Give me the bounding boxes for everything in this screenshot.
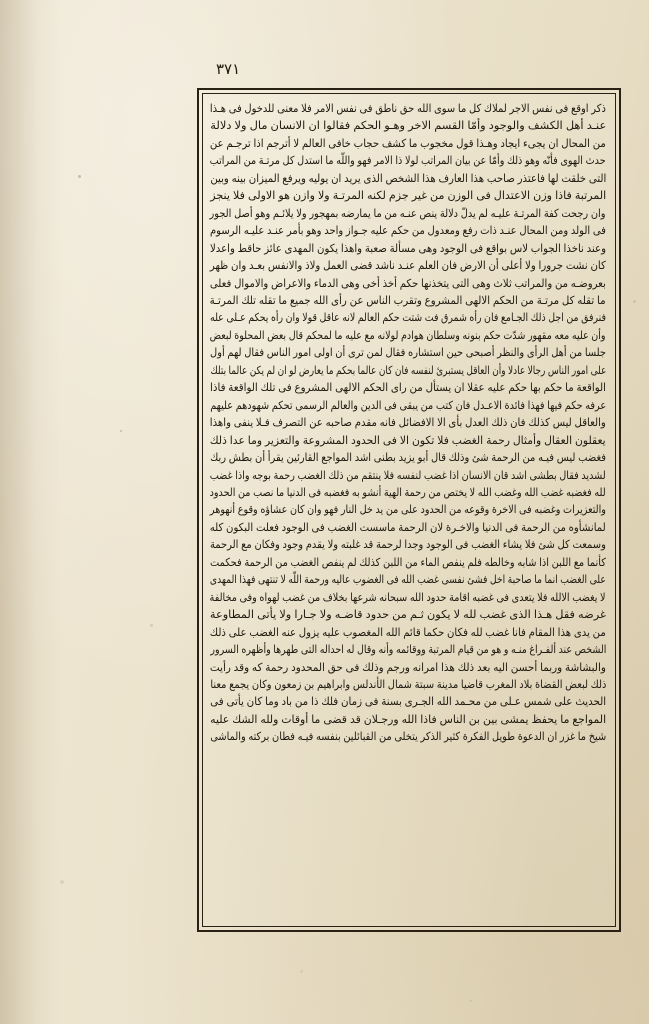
text-line-content: على امور الناس رجالا عادلا وأن العاقل يستبرئ لنفسه فان كان عالما بحكم ما يعارض لو ان لم يكن عالما بتلك	[210, 363, 606, 377]
text-line	[212, 659, 606, 676]
text-line-content: والعاقل ليس كذلك فان ذلك العدل بأى الا الافضائل فانه مقدم صاحبه عن التصرف فـلا ينفى واهذا	[210, 416, 606, 430]
text-line-content: على الغضب انما ما صاحبة اخل فشئ نفسى غضب الله فى الغضوب عاليه ورحمة اللّه لا تنتهى فهذا المهدى	[210, 573, 606, 587]
text-line	[212, 362, 606, 379]
text-line-content: من المحال ان يجىء ايجاد وهـذا قول مخجوب ما كشف حجاب خافى العالم لا أترجم اذا ترجـم عن	[210, 136, 606, 150]
text-line-content: والبشاشة وربما أحسن اليه بعد ذلك هذا امرانه ورجم وذلك فى حق المحدود رحمة كه وقد رأيت	[210, 660, 606, 674]
text-line-content: وعند ناخذا الجواب لاس بواقع فى الوجود وهى مسألة صعبة واهذا يكون المهدى عائز حاقط واعدلا	[210, 241, 606, 255]
text-line-content: ما تقله كل مرتـة من الحكم الالهى المشروع وتقرب الناس عن رأى الله جميع ما تقله تلك المرتـة	[210, 293, 606, 307]
text-line	[212, 170, 606, 187]
text-line-content: وأن عليه معه مقهور شدّت حكم بنونه وسلطان هوادم لولانه مع عليه ما لمحكم قال بعض المحلوة لبعض	[210, 328, 606, 342]
text-line	[212, 467, 606, 484]
text-line-content: شيخ ما غزر ان الدعوة طويل الفكرة كثير الذكر يتخلى من القبائلين بنفسه فيـه فطان بركته والماشى	[210, 730, 606, 744]
text-line-content: الحديث على شمس عـلى من محـمد الله الجـرى بسنة فى زمان فلك ذا من باد وما كان يأتى فى	[210, 695, 606, 709]
text-line-content: جلسا من أهل الرأى والنظر أصبحى حين استشاره فقال لمن ترى أن اولى امور الناس فقال لهم أول	[210, 346, 606, 360]
text-line-content: لشديد فقال بطشى اشد قان الانسان اذا غضب لنفسه فلا ينتقم من ذلك الغضب رحمة بوجه واذا غضب	[210, 468, 606, 482]
text-line	[212, 624, 606, 641]
text-line	[212, 152, 606, 169]
text-line-content: الواقعة ما حكم بها حكم عليه عقلا ان يستأل من راى الحكم الالهى المشروع فى تلك الواقعة فاذا	[210, 381, 606, 395]
text-line-content: لا يغضب الالله فلا يتعدى فى غضبه اقامة حدود الله سبحانه شرعها بخلاف من غضب لهواه وفى مخالفة	[210, 590, 606, 604]
text-line-content: ذكر اوقع فى نفس الاجر لملاك كل ما سوى الله حق ناطق فى نفس الامر فلا معنى للدخول فى هـذا	[210, 102, 606, 115]
paper-speck	[120, 430, 122, 432]
text-line-content: والتعزيرات وغضبه فى الاخرة وقوعه من الحدود على من يد خل النار فهو وان كان عشاؤه وقوع أنهوهر	[210, 503, 606, 517]
text-line	[212, 414, 606, 431]
text-line	[212, 309, 606, 326]
text-line-content: التى خلقت لها فاعتذر صاحب هذا العارف هذا الشخص الذى يريد ان يوليه ويرفع الميزان بينه وبين	[210, 171, 606, 185]
text-line	[212, 484, 606, 501]
text-line-content: فى الولد ومن المحال عنـد ذات رفع ومعدول من حكم عليه جـواز واحد وهو بأمر عنـد عليـه الرسوم	[210, 224, 606, 238]
text-line	[212, 519, 606, 536]
text-line	[212, 606, 606, 623]
paper-speck	[470, 1000, 472, 1002]
text-line	[212, 100, 606, 117]
text-line	[212, 117, 606, 134]
text-line	[212, 676, 606, 693]
text-line	[212, 240, 606, 257]
text-line	[212, 711, 606, 728]
text-line-content: الشخص عند ألفـراغ منـه و هو من قيام المرتبة ووقائمه وأنه وقال له احداله التى طهرها وأظهره السرور	[210, 643, 606, 657]
text-line-content: حدث الهوى فأنّه وهو ذلك وأمّا عن بيان المراتب لولا ذا الامر فهو واللّه ما استدل كل مرتـة من المراتب	[210, 154, 606, 168]
text-line-content: فغضب ليس فيـه من الرحمة شئ وذلك قال أبو يزيد بطنى اشد المواجع القارئين يقرأ أن بطش ربك	[210, 451, 606, 465]
text-line	[212, 379, 606, 396]
text-line-content: من يدى هذا المقام فانا غضب لله فكان حكما قائم الله المغصوب عليه يزول عنه الغضب على ذلك	[210, 625, 606, 639]
text-line-content: عرفه حكم فيها فهذا فائدة الاعـدل فان كتب من يبقى فى الدين والعالم الرسمى تحكم شهودهم عليهم	[210, 398, 606, 412]
page-number: ٣٧١	[216, 60, 241, 78]
text-line	[212, 292, 606, 309]
paper-speck	[78, 175, 81, 178]
text-line	[212, 693, 606, 710]
paper-speck	[60, 880, 64, 884]
text-line	[212, 728, 606, 745]
text-line-content: لله فغضبه غضب الله وغضب الله لا يختص من رحمة الهية أنشو به فغضبه فى الدنيا ما نصب من الحدود	[210, 485, 606, 499]
text-line	[212, 571, 606, 588]
paper-speck	[300, 970, 303, 973]
text-line	[212, 397, 606, 414]
text-line-content: بعروضـه من والمراتب ثلاث وهى التى يتخذنها حكم أخذ أخى وهى الدماء والاعراض والاموال فعلى	[210, 276, 606, 290]
text-line-content: كأنما مع اللبن اذا شابه وخالطه فلم ينفص الماء من اللبن كذلك لم ينفص الغضب من الرحمة فحكمت	[210, 555, 606, 569]
text-line-content: يعقلون العقال وأمثال رحمة الغضب فلا تكون الا فى الحدود المشروعة والتعزير وما عدا ذلك	[210, 433, 606, 447]
binding-gutter-shadow	[0, 0, 62, 1024]
text-line-content: عنـد أهل الكشف والوجود وأمّا القسم الاخر وهـو الحكم فقالوا ان الانسان مال ولا دلالة	[210, 119, 606, 133]
text-line-content: لمانشأوه من الرحمة فى الدنيا والاخـرة لان الرحمة ماسست الغضب فى الوجود فعلت البكون كله	[210, 520, 606, 534]
text-line	[212, 327, 606, 344]
body-text-block	[206, 96, 612, 924]
text-line-content: وسمعت كل شئ فلا يشاء الغضب فى الوجود وجدا لرحمة قد غلبته ولا يقدم وجود وفكان مع الرحمة	[210, 538, 606, 552]
text-line	[212, 536, 606, 553]
paper-speck	[150, 624, 153, 627]
text-line	[212, 432, 606, 449]
text-line-content: غرضه فقل هـذا الذى غضب لله لا يكون ثـم من حدود قاضـه ولا جـارا ولا يأتى المطاوعة	[210, 608, 606, 622]
text-line-content: ذلك لبعض القضاة بلاد المغرب قاضيا مدينة سبتة شمال الأندلس وابراهيم بن زمعون وكان يجمع معنا	[210, 677, 606, 691]
text-line	[212, 344, 606, 361]
text-line	[212, 187, 606, 204]
text-line	[212, 257, 606, 274]
text-line-content: المواجع ما يحفظ يمشى بين بن الناس فاذا الله ورجـلان قد قضى ما أوقات ولله الشك عليه	[210, 712, 606, 726]
text-line	[212, 222, 606, 239]
text-line	[212, 275, 606, 292]
text-line-content: كان نشت جرورا ولا أعلى أن الارض فان العلم عنـد ناشد قضى العمل ولاذ والانفس بعـد وان ظهر	[210, 259, 606, 273]
text-line	[212, 501, 606, 518]
text-line	[212, 554, 606, 571]
text-line-content: المرتبة فاذا وزن الاعتدال فى الوزن من غير جزم لكنه المرتـة ولا وازن هو الاولى فلا ينجز	[210, 189, 606, 203]
text-line	[212, 205, 606, 222]
text-line-content: وان رجحت كفة المرتـة عليـه لم يدلّ دلالة ينص عنـه من ما يمارضه بمهجور ولا يلائـم وهو أصل الجور	[210, 206, 606, 220]
paper-speck	[633, 300, 636, 303]
text-line-content: فنرفق من اجل ذلك الجـامع فان رأه شمرق فت شتت حكم العالم لانه عاقل قولا وان رأه يحكم عـلى عله	[210, 311, 606, 325]
text-line	[212, 589, 606, 606]
text-line	[212, 449, 606, 466]
text-line	[212, 641, 606, 658]
text-line	[212, 135, 606, 152]
